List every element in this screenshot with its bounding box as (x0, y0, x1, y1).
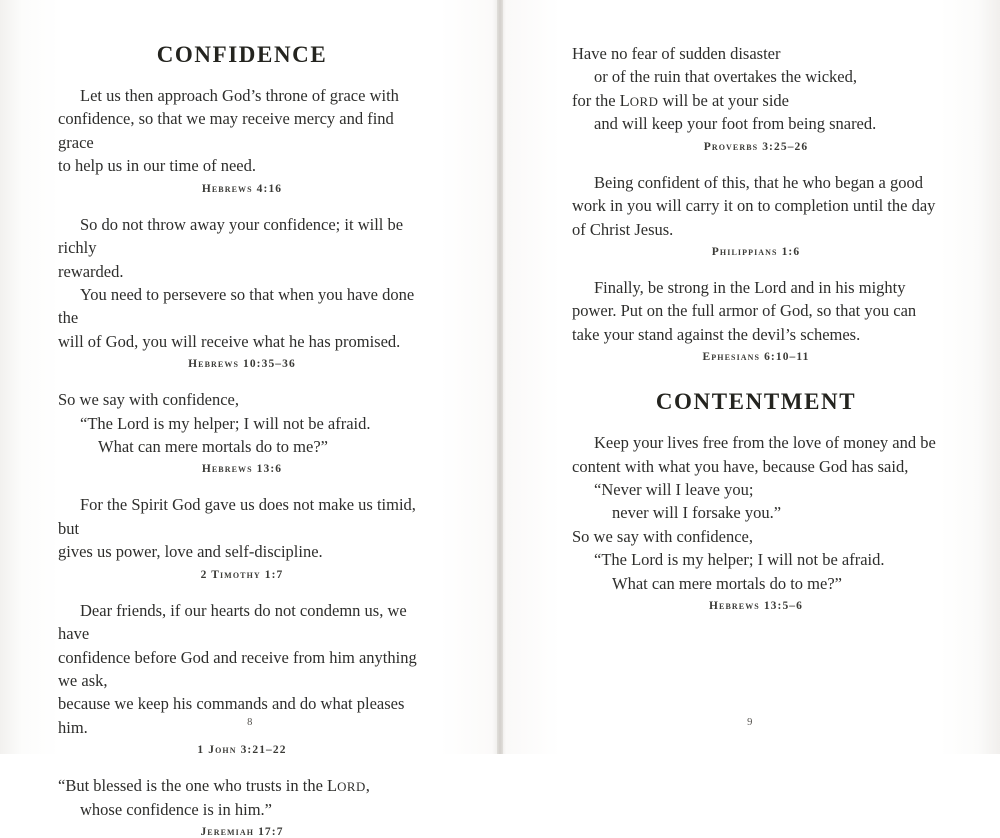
verse-reference: 1 John 3:21–22 (197, 744, 287, 757)
verse-line: So we say with confidence, (58, 390, 239, 410)
verse-line: to help us in our time of need. (58, 156, 256, 176)
book-gutter (497, 0, 503, 754)
verse-line: So do not throw away your confidence; it will be richly (58, 214, 404, 258)
verse-line: take your stand against the devil’s schemes. (572, 324, 861, 344)
verse-line: “But blessed is the one who trusts in the LORD, (58, 776, 370, 796)
verse-reference: Ephesians 6:10–11 (702, 351, 810, 364)
verse-line: whose confidence is in him.” (80, 799, 272, 819)
verse-line: So we say with confidence, (572, 526, 753, 546)
verse-line: Keep your lives free from the love of money and be (594, 433, 936, 453)
verse-block (58, 388, 426, 475)
verse-line: work in you will carry it on to completion until the day (572, 196, 936, 216)
verse-line: confidence, so that we may receive mercy and find grace (58, 109, 394, 152)
verse-line: Being confident of this, that he who began a good (594, 172, 924, 192)
verse-line: For the Spirit God gave us does not make us timid, but (58, 495, 416, 538)
verse-reference: Philippians 1:6 (711, 245, 801, 258)
verse-reference: Proverbs 3:25–26 (703, 140, 809, 153)
verse-line: gives us power, love and self-discipline. (58, 542, 323, 562)
verse-line: power. Put on the full armor of God, so that you can (572, 301, 917, 321)
verse-block (572, 42, 940, 153)
page-right (500, 0, 1000, 754)
verse-block (572, 431, 940, 612)
verse-line: or of the ruin that overtakes the wicked, (594, 67, 857, 87)
verse-block (58, 493, 426, 580)
folio-page-number: 9 (747, 717, 753, 728)
page-right-content (572, 42, 940, 682)
verse-line: never will I forsake you.” (612, 503, 782, 523)
verse-line: Finally, be strong in the Lord and in his mighty (594, 277, 906, 297)
verse-line: “Never will I leave you; (594, 480, 754, 500)
verse-line: What can mere mortals do to me?” (612, 573, 842, 593)
verse-line: Let us then approach God’s throne of grace with (80, 86, 399, 105)
verse-line: will of God, you will receive what he has promised. (58, 331, 401, 351)
verse-reference: 2 Timothy 1:7 (200, 568, 284, 581)
page-title-contentment: CONTENTMENT (655, 389, 857, 415)
verse-line: for the LORD will be at your side (572, 90, 789, 110)
verse-block (58, 84, 426, 195)
verse-reference: Hebrews 13:5–6 (708, 600, 804, 613)
page-title-confidence: CONFIDENCE (156, 42, 328, 67)
verse-line: rewarded. (58, 261, 124, 281)
verse-reference: Jeremiah 17:7 (200, 826, 284, 838)
verse-line: and will keep your foot from being snared. (594, 114, 877, 134)
verse-line: “The Lord is my helper; I will not be afraid. (594, 550, 885, 570)
verse-block (572, 276, 940, 363)
verse-line: What can mere mortals do to me?” (98, 437, 328, 457)
folio-page-number: 8 (247, 717, 253, 728)
verse-line: confidence before God and receive from him anything we ask, (58, 647, 417, 691)
verse-line: Dear friends, if our hearts do not condemn us, we have (58, 600, 407, 644)
verse-block (572, 171, 940, 258)
verse-line: “The Lord is my helper; I will not be afraid. (80, 413, 371, 433)
verse-line: You need to persevere so that when you have done the (58, 284, 415, 328)
verse-line: Have no fear of sudden disaster (572, 44, 781, 63)
verse-block (58, 599, 426, 757)
verse-line: of Christ Jesus. (572, 219, 674, 239)
verse-line: content with what you have, because God has said, (572, 456, 909, 476)
verse-reference: Hebrews 13:6 (201, 463, 283, 476)
verse-line: because we keep his commands and do what pleases him. (58, 694, 405, 737)
verse-block (58, 213, 426, 371)
verse-reference: Hebrews 4:16 (201, 182, 283, 195)
verse-block (58, 774, 426, 838)
verse-reference: Hebrews 10:35–36 (188, 358, 296, 371)
page-left-content (58, 42, 426, 838)
